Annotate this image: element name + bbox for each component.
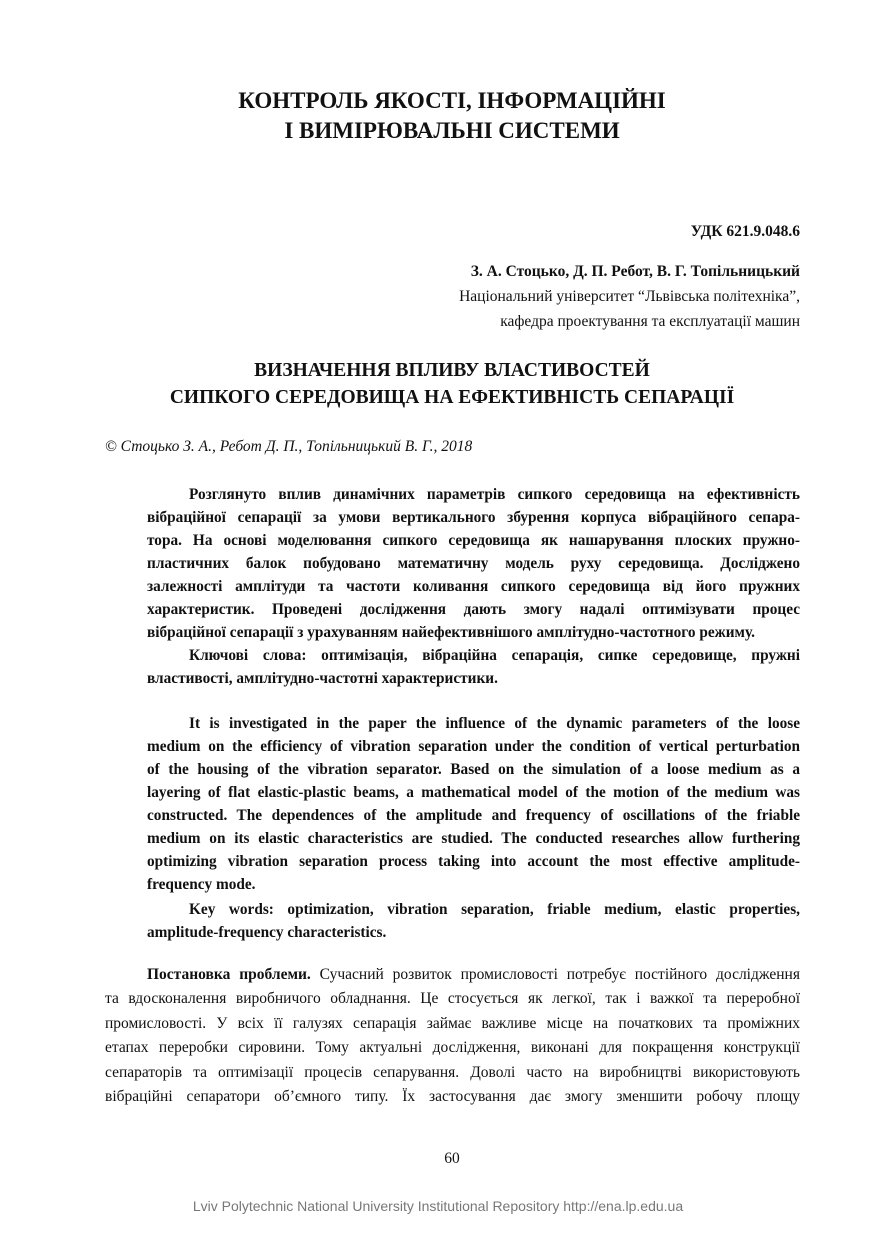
page-number: 60	[444, 1150, 460, 1167]
section-lead: Постановка проблеми.	[147, 966, 311, 983]
copyright: © Стоцько З. А., Ребот Д. П., Топільницький В. Г., 2018	[105, 438, 473, 455]
abstract-line: вібраційної сепарації з урахуванням найефективнішого амплітудно-частотного режиму.	[147, 624, 755, 641]
abstract-line: характеристик. Проведені дослідження дають змогу надалі оптимізувати процес	[147, 601, 800, 618]
body-line: сепараторів та оптимізації процесів сепарування. Доволі часто на виробництві використовують	[105, 1063, 800, 1081]
body-text	[105, 963, 800, 1109]
article-title	[0, 357, 876, 411]
abstract-line: тора. На основі моделювання сипкого середовища як нашарування плоских пружно-	[147, 532, 800, 549]
abstract-line: frequency mode.	[147, 876, 256, 893]
body-line: промисловості. У всіх її галузях сепарація займає важливе місце на початкових та проміжних	[105, 1014, 800, 1032]
abstract-line: залежності амплітуди та частоти коливання сипкого середовища від його пружних	[147, 578, 800, 595]
affiliation	[459, 285, 800, 334]
article-title-line: СИПКОГО СЕРЕДОВИЩА НА ЕФЕКТИВНІСТЬ СЕПАРАЦІЇ	[169, 387, 735, 408]
section-title-line: І ВИМІРЮВАЛЬНІ СИСТЕМИ	[284, 118, 620, 143]
abstract-line: Розглянуто вплив динамічних параметрів сипкого середовища на ефективність	[189, 486, 800, 503]
repository-footer: Lviv Polytechnic National University Institutional Repository http://ena.lp.edu.ua	[192, 1198, 684, 1214]
abstract-uk	[147, 483, 800, 690]
abstract-line: layering of flat elastic-plastic beams, a mathematical model of the motion of the medium was	[147, 784, 800, 801]
keywords-line: властивості, амплітудно-частотні характеристики.	[147, 670, 498, 687]
abstract-line: optimizing vibration separation process taking into account the most effective amplitude-	[147, 853, 800, 870]
body-line: етапах переробки сировини. Тому актуальні дослідження, виконані для покращення конструкції	[105, 1039, 800, 1057]
abstract-line: пластичних балок побудовано математичну модель руху середовища. Досліджено	[147, 555, 800, 572]
keywords-line: Ключові слова: оптимізація, вібраційна сепарація, сипке середовище, пружні	[189, 647, 800, 664]
abstract-en	[147, 712, 800, 944]
body-line	[105, 963, 800, 987]
abstract-line: It is investigated in the paper the influence of the dynamic parameters of the loose	[189, 715, 800, 732]
affiliation-line: Національний університет “Львівська політехніка”,	[459, 288, 800, 305]
affiliation-line: кафедра проектування та експлуатації машин	[500, 312, 800, 330]
body-line-text: Сучасний розвиток промисловості потребує постійного дослідження	[310, 966, 800, 983]
abstract-line: вібраційної сепарації за умови вертикального збурення корпуса вібраційного сепара-	[147, 509, 800, 526]
body-line: вібраційні сепаратори об’ємного типу. Їх застосування дає змогу зменшити робочу площу	[105, 1087, 800, 1105]
keywords-line: amplitude-frequency characteristics.	[147, 924, 387, 941]
article-title-line: ВИЗНАЧЕННЯ ВПЛИВУ ВЛАСТИВОСТЕЙ	[254, 360, 650, 381]
section-title	[0, 86, 876, 146]
body-line: та вдосконалення виробничого обладнання. Це стосується як легкої, так і важкої та переробної	[105, 990, 800, 1008]
keywords-line: Key words: optimization, vibration separation, friable medium, elastic properties,	[189, 901, 800, 918]
authors: З. А. Стоцько, Д. П. Ребот, В. Г. Топільницький	[470, 263, 800, 280]
section-title-line: КОНТРОЛЬ ЯКОСТІ, ІНФОРМАЦІЙНІ	[238, 88, 666, 113]
abstract-line: medium on the efficiency of vibration separation under the condition of vertical perturbation	[147, 738, 800, 755]
abstract-line: medium on its elastic characteristics are studied. The conducted researches allow furthering	[147, 830, 800, 847]
udc-code: УДК 621.9.048.6	[690, 223, 800, 240]
abstract-line: constructed. The dependences of the amplitude and frequency of oscillations of the friable	[147, 807, 800, 824]
abstract-line: of the housing of the vibration separator. Based on the simulation of a loose medium as a	[147, 761, 800, 778]
